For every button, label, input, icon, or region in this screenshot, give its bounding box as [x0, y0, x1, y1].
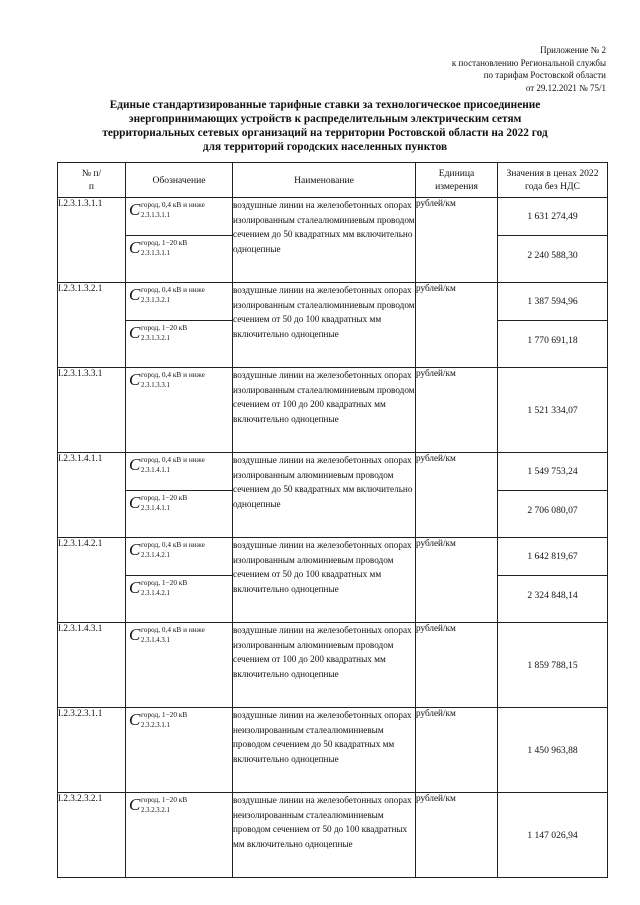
- unit-cell: рублей/км: [416, 623, 498, 708]
- row-number: I.2.3.2.3.1.1: [58, 708, 126, 793]
- value-cell: 2 706 080,07: [498, 491, 608, 538]
- value-cell: 1 147 026,94: [498, 793, 608, 878]
- symbol-superscript: город, 0,4 кВ и ниже: [141, 455, 205, 464]
- symbol-subscript: 2.3.1.4.1.1: [141, 467, 170, 474]
- appendix-line: к постановлению Региональной службы: [451, 57, 606, 68]
- symbol-letter: C: [129, 540, 141, 559]
- name-cell: воздушные линии на железобетонных опорах изолированным сталеалюминиевым проводом сечением от 50 до 100 квадратных мм включительно одноцепные: [233, 283, 416, 368]
- row-number: I.2.3.1.4.1.1: [58, 453, 126, 538]
- table-row: [58, 538, 608, 576]
- symbol-letter: C: [129, 455, 141, 474]
- value-cell: 1 549 753,24: [498, 453, 608, 491]
- rate-symbol: [126, 491, 232, 525]
- symbol-subscript: 2.3.1.4.3.1: [141, 637, 170, 644]
- header-name: Наименование: [233, 163, 416, 198]
- name-cell: воздушные линии на железобетонных опорах изолированным алюминиевым проводом сечением от 100 до 200 квадратных мм включительно одноцепные: [233, 623, 416, 708]
- symbol-superscript: город, 1−20 кВ: [141, 795, 188, 804]
- symbol-letter: C: [129, 578, 141, 597]
- symbol-letter: C: [129, 493, 141, 512]
- designation-cell: [126, 576, 233, 623]
- designation-cell: [126, 368, 233, 453]
- symbol-superscript: город, 1−20 кВ: [141, 238, 188, 247]
- name-cell: воздушные линии на железобетонных опорах изолированным сталеалюминиевым проводом сечением от 100 до 200 квадратных мм включительно одноцепные: [233, 368, 416, 453]
- table-row: [58, 453, 608, 491]
- table-row: [58, 198, 608, 236]
- unit-cell: рублей/км: [416, 198, 498, 283]
- rate-symbol: [126, 576, 232, 610]
- table-row: [58, 623, 608, 708]
- rate-symbol: [126, 538, 232, 572]
- header-num: № п/п: [58, 163, 126, 198]
- unit-cell: рублей/км: [416, 283, 498, 368]
- row-number: I.2.3.1.3.2.1: [58, 283, 126, 368]
- designation-cell: [126, 321, 233, 368]
- symbol-letter: C: [129, 710, 141, 729]
- appendix-note: [452, 44, 606, 94]
- symbol-subscript: 2.3.1.3.1.1: [141, 212, 170, 219]
- title-line: для территорий городских населенных пунктов: [202, 141, 448, 153]
- symbol-superscript: город, 1−20 кВ: [141, 710, 188, 719]
- rate-symbol: [126, 368, 232, 402]
- symbol-letter: C: [129, 795, 141, 814]
- symbol-letter: C: [129, 323, 141, 342]
- name-cell: воздушные линии на железобетонных опорах изолированным сталеалюминиевым проводом сечением до 50 квадратных мм включительно одноцепные: [233, 198, 416, 283]
- row-number: I.2.3.1.4.2.1: [58, 538, 126, 623]
- value-cell: 1 642 819,67: [498, 538, 608, 576]
- symbol-superscript: город, 0,4 кВ и ниже: [141, 200, 205, 209]
- symbol-subscript: 2.3.1.3.2.1: [141, 297, 170, 304]
- title-line: Единые стандартизированные тарифные ставки за технологическое присоединение: [109, 99, 541, 111]
- title-line: территориальных сетевых организаций на территории Ростовской области на 2022 год: [102, 127, 548, 139]
- table-row: [58, 708, 608, 793]
- unit-cell: рублей/км: [416, 453, 498, 538]
- name-cell: воздушные линии на железобетонных опорах изолированным алюминиевым проводом сечением от 50 до 100 квадратных мм включительно одноцепные: [233, 538, 416, 623]
- symbol-letter: C: [129, 200, 141, 219]
- designation-cell: [126, 283, 233, 321]
- table-row: [58, 283, 608, 321]
- symbol-subscript: 2.3.2.3.1.1: [141, 722, 170, 729]
- rate-symbol: [126, 283, 232, 317]
- symbol-subscript: 2.3.1.3.2.1: [141, 335, 170, 342]
- document-title: [60, 98, 590, 154]
- symbol-superscript: город, 0,4 кВ и ниже: [141, 625, 205, 634]
- row-number: I.2.3.2.3.2.1: [58, 793, 126, 878]
- title-line: энергопринимающих устройств к распределительным электрическим сетям: [128, 113, 522, 125]
- row-number: I.2.3.1.4.3.1: [58, 623, 126, 708]
- value-cell: 1 450 963,88: [498, 708, 608, 793]
- designation-cell: [126, 491, 233, 538]
- designation-cell: [126, 538, 233, 576]
- value-cell: 1 631 274,49: [498, 198, 608, 236]
- header-value: Значения в ценах 2022 года без НДС: [498, 163, 608, 198]
- symbol-superscript: город, 1−20 кВ: [141, 323, 188, 332]
- name-cell: воздушные линии на железобетонных опорах неизолированным сталеалюминиевым проводом сечением от 50 до 100 квадратных мм включительно одноцепные: [233, 793, 416, 878]
- designation-cell: [126, 793, 233, 878]
- value-cell: 1 521 334,07: [498, 368, 608, 453]
- rate-symbol: [126, 453, 232, 487]
- name-cell: воздушные линии на железобетонных опорах неизолированным сталеалюминиевым проводом сечением до 50 квадратных мм включительно одноцепные: [233, 708, 416, 793]
- designation-cell: [126, 198, 233, 236]
- symbol-superscript: город, 0,4 кВ и ниже: [141, 540, 205, 549]
- symbol-letter: C: [129, 625, 141, 644]
- row-number: I.2.3.1.3.3.1: [58, 368, 126, 453]
- header-symbol: Обозначение: [126, 163, 233, 198]
- unit-cell: рублей/км: [416, 793, 498, 878]
- table-header-row: [58, 163, 608, 198]
- appendix-line: от 29.12.2021 № 75/1: [525, 82, 606, 93]
- rate-symbol: [126, 623, 232, 657]
- symbol-subscript: 2.3.1.3.3.1: [141, 382, 170, 389]
- rate-symbol: [126, 321, 232, 355]
- symbol-superscript: город, 0,4 кВ и ниже: [141, 285, 205, 294]
- table-body: [58, 198, 608, 878]
- designation-cell: [126, 708, 233, 793]
- symbol-superscript: город, 1−20 кВ: [141, 493, 188, 502]
- unit-cell: рублей/км: [416, 708, 498, 793]
- symbol-subscript: 2.3.2.3.2.1: [141, 807, 170, 814]
- symbol-letter: C: [129, 285, 141, 304]
- tariff-table: [57, 162, 608, 878]
- symbol-letter: C: [129, 238, 141, 257]
- value-cell: 1 770 691,18: [498, 321, 608, 368]
- rate-symbol: [126, 793, 232, 827]
- unit-cell: рублей/км: [416, 368, 498, 453]
- header-unit: Единица измерения: [416, 163, 498, 198]
- table-row: [58, 368, 608, 453]
- symbol-superscript: город, 1−20 кВ: [141, 578, 188, 587]
- symbol-superscript: город, 0,4 кВ и ниже: [141, 370, 205, 379]
- unit-cell: рублей/км: [416, 538, 498, 623]
- designation-cell: [126, 236, 233, 283]
- designation-cell: [126, 623, 233, 708]
- name-cell: воздушные линии на железобетонных опорах изолированным алюминиевым проводом сечением до 50 квадратных мм включительно одноцепные: [233, 453, 416, 538]
- rate-symbol: [126, 198, 232, 232]
- value-cell: 1 859 788,15: [498, 623, 608, 708]
- rate-symbol: [126, 708, 232, 742]
- symbol-subscript: 2.3.1.3.1.1: [141, 250, 170, 257]
- symbol-subscript: 2.3.1.4.2.1: [141, 552, 170, 559]
- value-cell: 1 387 594,96: [498, 283, 608, 321]
- appendix-line: Приложение № 2: [540, 45, 606, 55]
- symbol-subscript: 2.3.1.4.2.1: [141, 590, 170, 597]
- symbol-subscript: 2.3.1.4.1.1: [141, 505, 170, 512]
- symbol-letter: C: [129, 370, 141, 389]
- rate-symbol: [126, 236, 232, 270]
- appendix-line: по тарифам Ростовской области: [483, 70, 606, 80]
- value-cell: 2 324 848,14: [498, 576, 608, 623]
- value-cell: 2 240 588,30: [498, 236, 608, 283]
- row-number: I.2.3.1.3.1.1: [58, 198, 126, 283]
- table-row: [58, 793, 608, 878]
- designation-cell: [126, 453, 233, 491]
